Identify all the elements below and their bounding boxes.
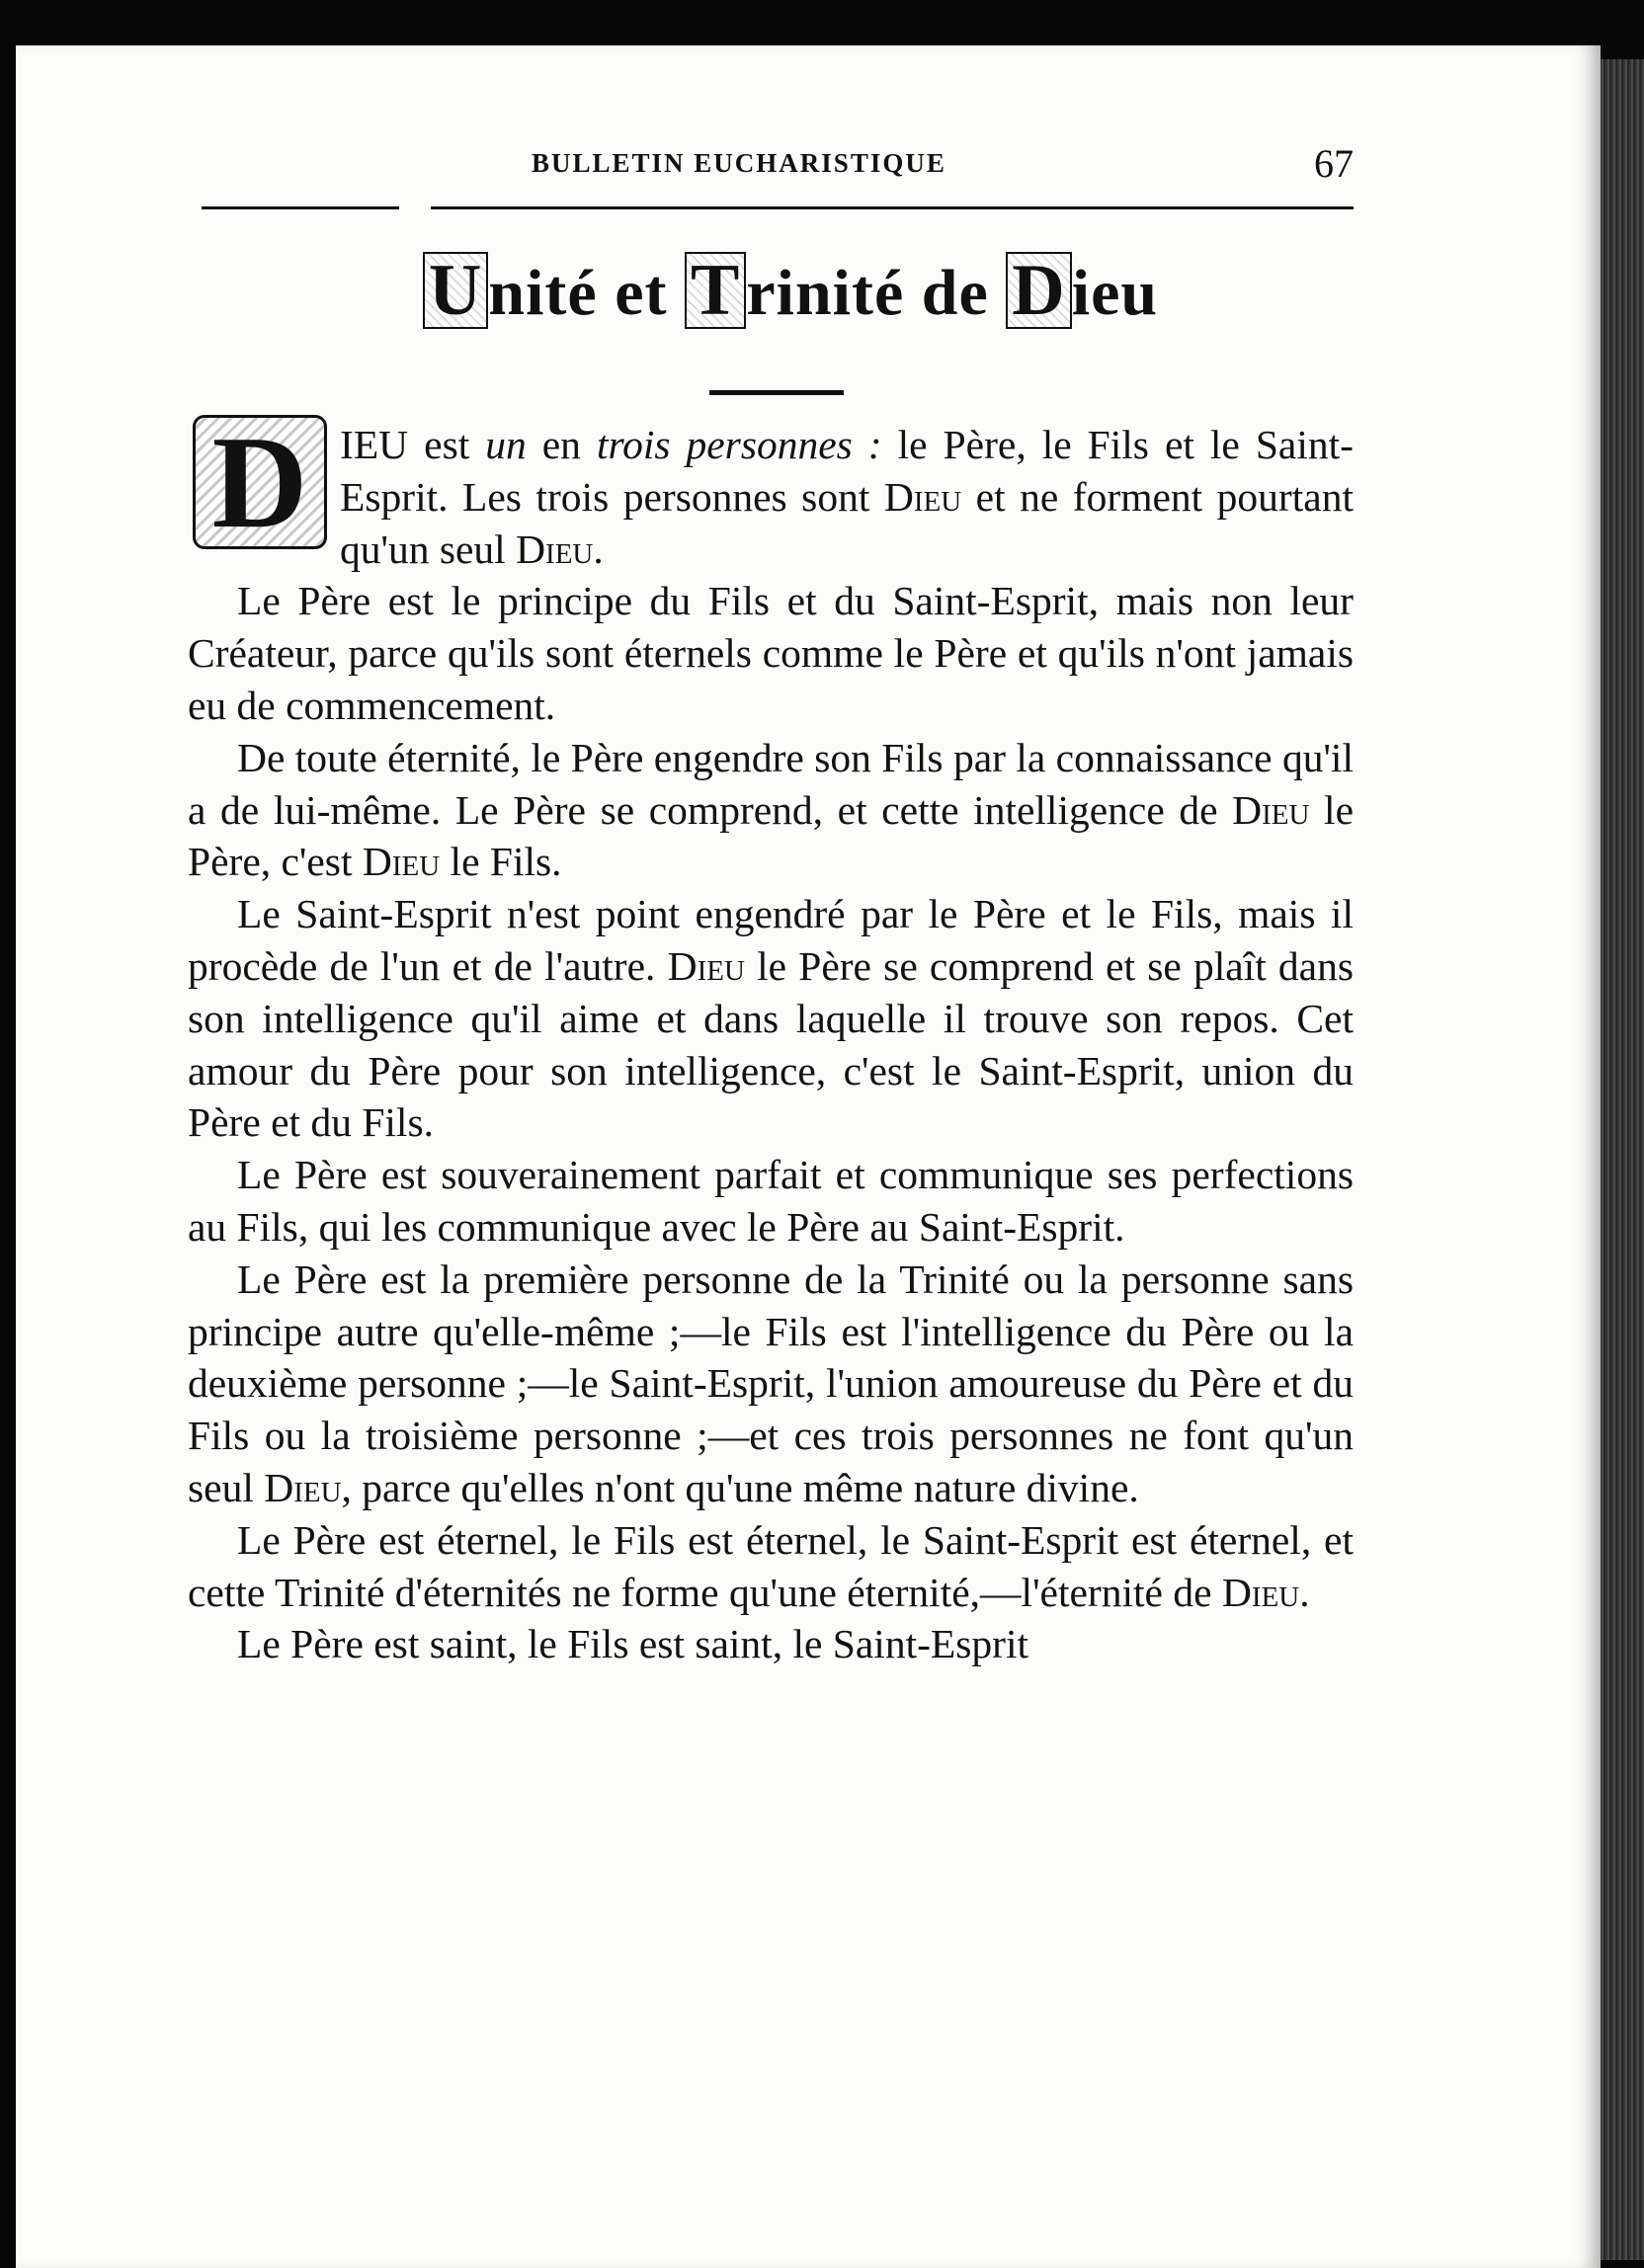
header-rule-left	[202, 206, 399, 209]
title-word-1: nité et	[488, 257, 685, 329]
ornamental-initial-d: D	[1006, 252, 1071, 329]
running-title: BULLETIN EUCHARISTIQUE	[532, 148, 946, 178]
drop-cap-d: D	[193, 415, 327, 549]
paragraph-4: Le Saint-Esprit n'est point engendré par le Père et le Fils, mais il procède de l'un et de l'autre. Dieu le Père se comprend et se plaît dans son intelligence qu'il aime et dans laquelle il trouve son repos. Cet amour du Père pour son intelligence, c'est le Saint-Esprit, union du Père et du Fils.	[188, 891, 1354, 1146]
ornamental-initial-u: U	[423, 252, 488, 329]
paragraph-1: IEU est un en trois personnes : le Père, le Fils et le Saint-Esprit. Les trois personnes sont Dieu et ne forment pourtant qu'un seul Dieu.	[340, 422, 1354, 572]
paragraph-2: Le Père est le principe du Fils et du Saint-Esprit, mais non leur Créateur, parce qu'ils sont éternels comme le Père et qu'ils n'ont jamais eu de commencement.	[188, 578, 1354, 728]
chapter-title	[0, 252, 1581, 331]
header-rule-right	[431, 206, 1354, 209]
page-edge-binding	[1601, 59, 1644, 2260]
page-number: 67	[1314, 141, 1354, 186]
ornamental-initial-t: T	[685, 252, 746, 329]
title-word-2: rinité de	[746, 257, 1007, 329]
paragraph-5: Le Père est souverainement parfait et communique ses perfections au Fils, qui les communique avec le Père au Saint-Esprit.	[188, 1152, 1354, 1250]
title-word-3: ieu	[1071, 257, 1159, 329]
paragraph-3: De toute éternité, le Père engendre son Fils par la connaissance qu'il a de lui-même. Le Père se comprend, et cette intelligence de Dieu le Père, c'est Dieu le Fils.	[188, 734, 1354, 885]
paragraph-7: Le Père est éternel, le Fils est éternel, le Saint-Esprit est éternel, et cette Trinité d'éternités ne forme qu'une éternité,—l'éternité de Dieu.	[188, 1516, 1354, 1615]
paragraph-6: Le Père est la première personne de la Trinité ou la personne sans principe autre qu'elle-même ;—le Fils est l'intelligence du Père ou la deuxième personne ;—le Saint-Esprit, l'union amoureuse du Père et du Fils ou la troisième personne ;—et ces trois personnes ne font qu'un seul Dieu, parce qu'elles n'ont qu'une même nature divine.	[188, 1256, 1354, 1510]
running-header	[188, 136, 1354, 186]
body-text	[188, 419, 1354, 1670]
title-rule	[709, 390, 844, 395]
paragraph-8: Le Père est saint, le Fils est saint, le Saint-Esprit	[237, 1621, 1029, 1667]
